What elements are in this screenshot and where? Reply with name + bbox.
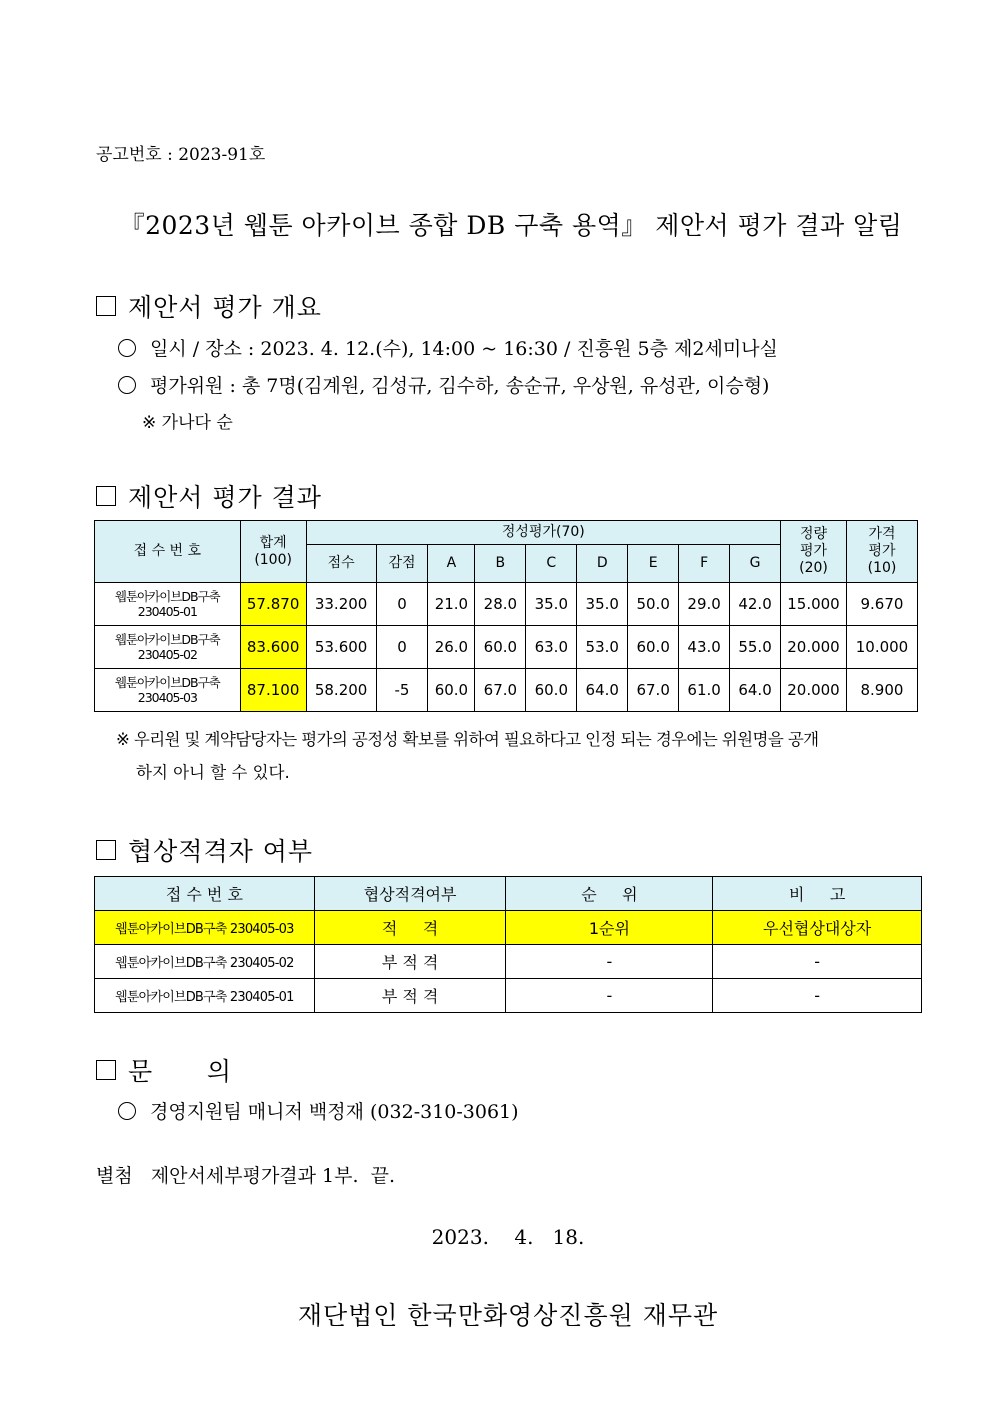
cell-g: 55.0 <box>730 626 781 669</box>
col-header-remark: 비 고 <box>713 877 922 911</box>
overview-bullet-evaluators <box>118 371 769 398</box>
cell-id: 웹툰아카이브DB구축 230405-02 <box>95 626 241 669</box>
col-header-g: G <box>730 545 781 583</box>
col-header-d: D <box>577 545 628 583</box>
circle-bullet-icon <box>118 376 136 394</box>
col-header-id: 접 수 번 호 <box>95 521 241 583</box>
col-header-b: B <box>475 545 526 583</box>
cell-score: 53.600 <box>306 626 376 669</box>
cell-remark: - <box>713 979 922 1013</box>
cell-a: 21.0 <box>428 583 475 626</box>
section-inquiry-title: 문 의 <box>128 1057 232 1086</box>
cell-remark: 우선협상대상자 <box>713 911 922 945</box>
inquiry-contact-text: 경영지원팀 매니저 백정재 (032-310-3061) <box>150 1101 519 1123</box>
evaluation-result-table <box>94 520 918 712</box>
section-inquiry-heading <box>96 1052 232 1088</box>
cell-price: 9.670 <box>846 583 917 626</box>
cell-id: 웹툰아카이브DB구축 230405-03 <box>95 911 315 945</box>
cell-remark: - <box>713 945 922 979</box>
cell-total: 87.100 <box>240 669 306 712</box>
issuer-name: 재단법인 한국만화영상진흥원 재무관 <box>297 1301 719 1330</box>
cell-a: 60.0 <box>428 669 475 712</box>
col-header-deduction: 감점 <box>376 545 428 583</box>
cell-c: 60.0 <box>526 669 577 712</box>
attachment-line: 별첨 제안서세부평가결과 1부. 끝. <box>96 1165 396 1187</box>
section-result-title: 제안서 평가 결과 <box>128 483 322 512</box>
cell-g: 42.0 <box>730 583 781 626</box>
col-header-total: 합계 (100) <box>240 521 306 583</box>
cell-price: 8.900 <box>846 669 917 712</box>
col-header-score: 점수 <box>306 545 376 583</box>
cell-d: 53.0 <box>577 626 628 669</box>
negotiation-eligibility-table <box>94 876 922 1013</box>
cell-id: 웹툰아카이브DB구축 230405-03 <box>95 669 241 712</box>
table-row <box>95 945 922 979</box>
section-negotiation-heading <box>96 832 313 868</box>
circle-bullet-icon <box>118 339 136 357</box>
table-row <box>95 979 922 1013</box>
checkbox-square-icon <box>96 840 116 860</box>
cell-eligibility: 부 적 격 <box>314 945 506 979</box>
overview-note: ※ 가나다 순 <box>142 413 233 433</box>
col-header-e: E <box>628 545 679 583</box>
cell-score: 58.200 <box>306 669 376 712</box>
section-overview-title: 제안서 평가 개요 <box>128 293 322 322</box>
result-note-line1: ※ 우리원 및 계약담당자는 평가의 공정성 확보를 위하여 필요하다고 인정 되는 경우에는 위원명을 공개 <box>116 730 819 749</box>
cell-total: 57.870 <box>240 583 306 626</box>
cell-rank: 1순위 <box>506 911 713 945</box>
cell-id: 웹툰아카이브DB구축 230405-01 <box>95 583 241 626</box>
overview-bullet-datetime <box>118 334 778 361</box>
table-row <box>95 669 918 712</box>
checkbox-square-icon <box>96 1060 116 1080</box>
cell-total: 83.600 <box>240 626 306 669</box>
cell-e: 67.0 <box>628 669 679 712</box>
cell-deduction: 0 <box>376 583 428 626</box>
result-note-line2: 하지 아니 할 수 있다. <box>136 763 290 782</box>
col-header-qualitative: 정성평가(70) <box>306 521 780 545</box>
cell-eligibility: 부 적 격 <box>314 979 506 1013</box>
table-row <box>95 626 918 669</box>
table-row <box>95 583 918 626</box>
cell-d: 64.0 <box>577 669 628 712</box>
col-header-quantitative: 정량 평가 (20) <box>781 521 847 583</box>
cell-eligibility: 적 격 <box>314 911 506 945</box>
cell-b: 28.0 <box>475 583 526 626</box>
cell-rank: - <box>506 945 713 979</box>
cell-quantitative: 20.000 <box>781 669 847 712</box>
cell-b: 60.0 <box>475 626 526 669</box>
cell-score: 33.200 <box>306 583 376 626</box>
section-negotiation-title: 협상적격자 여부 <box>128 837 313 866</box>
overview-evaluators-text: 평가위원 : 총 7명(김계원, 김성규, 김수하, 송순규, 우상원, 유성관, 이승형) <box>150 375 770 397</box>
cell-d: 35.0 <box>577 583 628 626</box>
col-header-f: F <box>679 545 730 583</box>
col-header-price: 가격 평가 (10) <box>846 521 917 583</box>
cell-e: 50.0 <box>628 583 679 626</box>
table-row <box>95 911 922 945</box>
cell-f: 29.0 <box>679 583 730 626</box>
document-title: 『2023년 웹툰 아카이브 종합 DB 구축 용역』 제안서 평가 결과 알림 <box>119 211 903 240</box>
cell-b: 67.0 <box>475 669 526 712</box>
cell-g: 64.0 <box>730 669 781 712</box>
cell-c: 35.0 <box>526 583 577 626</box>
cell-e: 60.0 <box>628 626 679 669</box>
cell-a: 26.0 <box>428 626 475 669</box>
cell-rank: - <box>506 979 713 1013</box>
cell-c: 63.0 <box>526 626 577 669</box>
checkbox-square-icon <box>96 296 116 316</box>
section-result-heading <box>96 478 322 514</box>
section-overview-heading <box>96 288 322 324</box>
cell-deduction: 0 <box>376 626 428 669</box>
cell-quantitative: 20.000 <box>781 626 847 669</box>
notice-number: 공고번호 : 2023-91호 <box>96 145 266 165</box>
overview-datetime-text: 일시 / 장소 : 2023. 4. 12.(수), 14:00 ~ 16:30 / 진흥원 5층 제2세미나실 <box>150 338 778 360</box>
cell-id: 웹툰아카이브DB구축 230405-02 <box>95 945 315 979</box>
col-header-eligibility: 협상적격여부 <box>314 877 506 911</box>
cell-id: 웹툰아카이브DB구축 230405-01 <box>95 979 315 1013</box>
cell-f: 43.0 <box>679 626 730 669</box>
inquiry-bullet-contact <box>118 1097 519 1124</box>
cell-quantitative: 15.000 <box>781 583 847 626</box>
cell-deduction: -5 <box>376 669 428 712</box>
issue-date: 2023. 4. 18. <box>431 1225 585 1249</box>
cell-f: 61.0 <box>679 669 730 712</box>
col-header-a: A <box>428 545 475 583</box>
cell-price: 10.000 <box>846 626 917 669</box>
col-header-c: C <box>526 545 577 583</box>
col-header-rank: 순 위 <box>506 877 713 911</box>
col-header-id: 접 수 번 호 <box>95 877 315 911</box>
checkbox-square-icon <box>96 486 116 506</box>
circle-bullet-icon <box>118 1102 136 1120</box>
